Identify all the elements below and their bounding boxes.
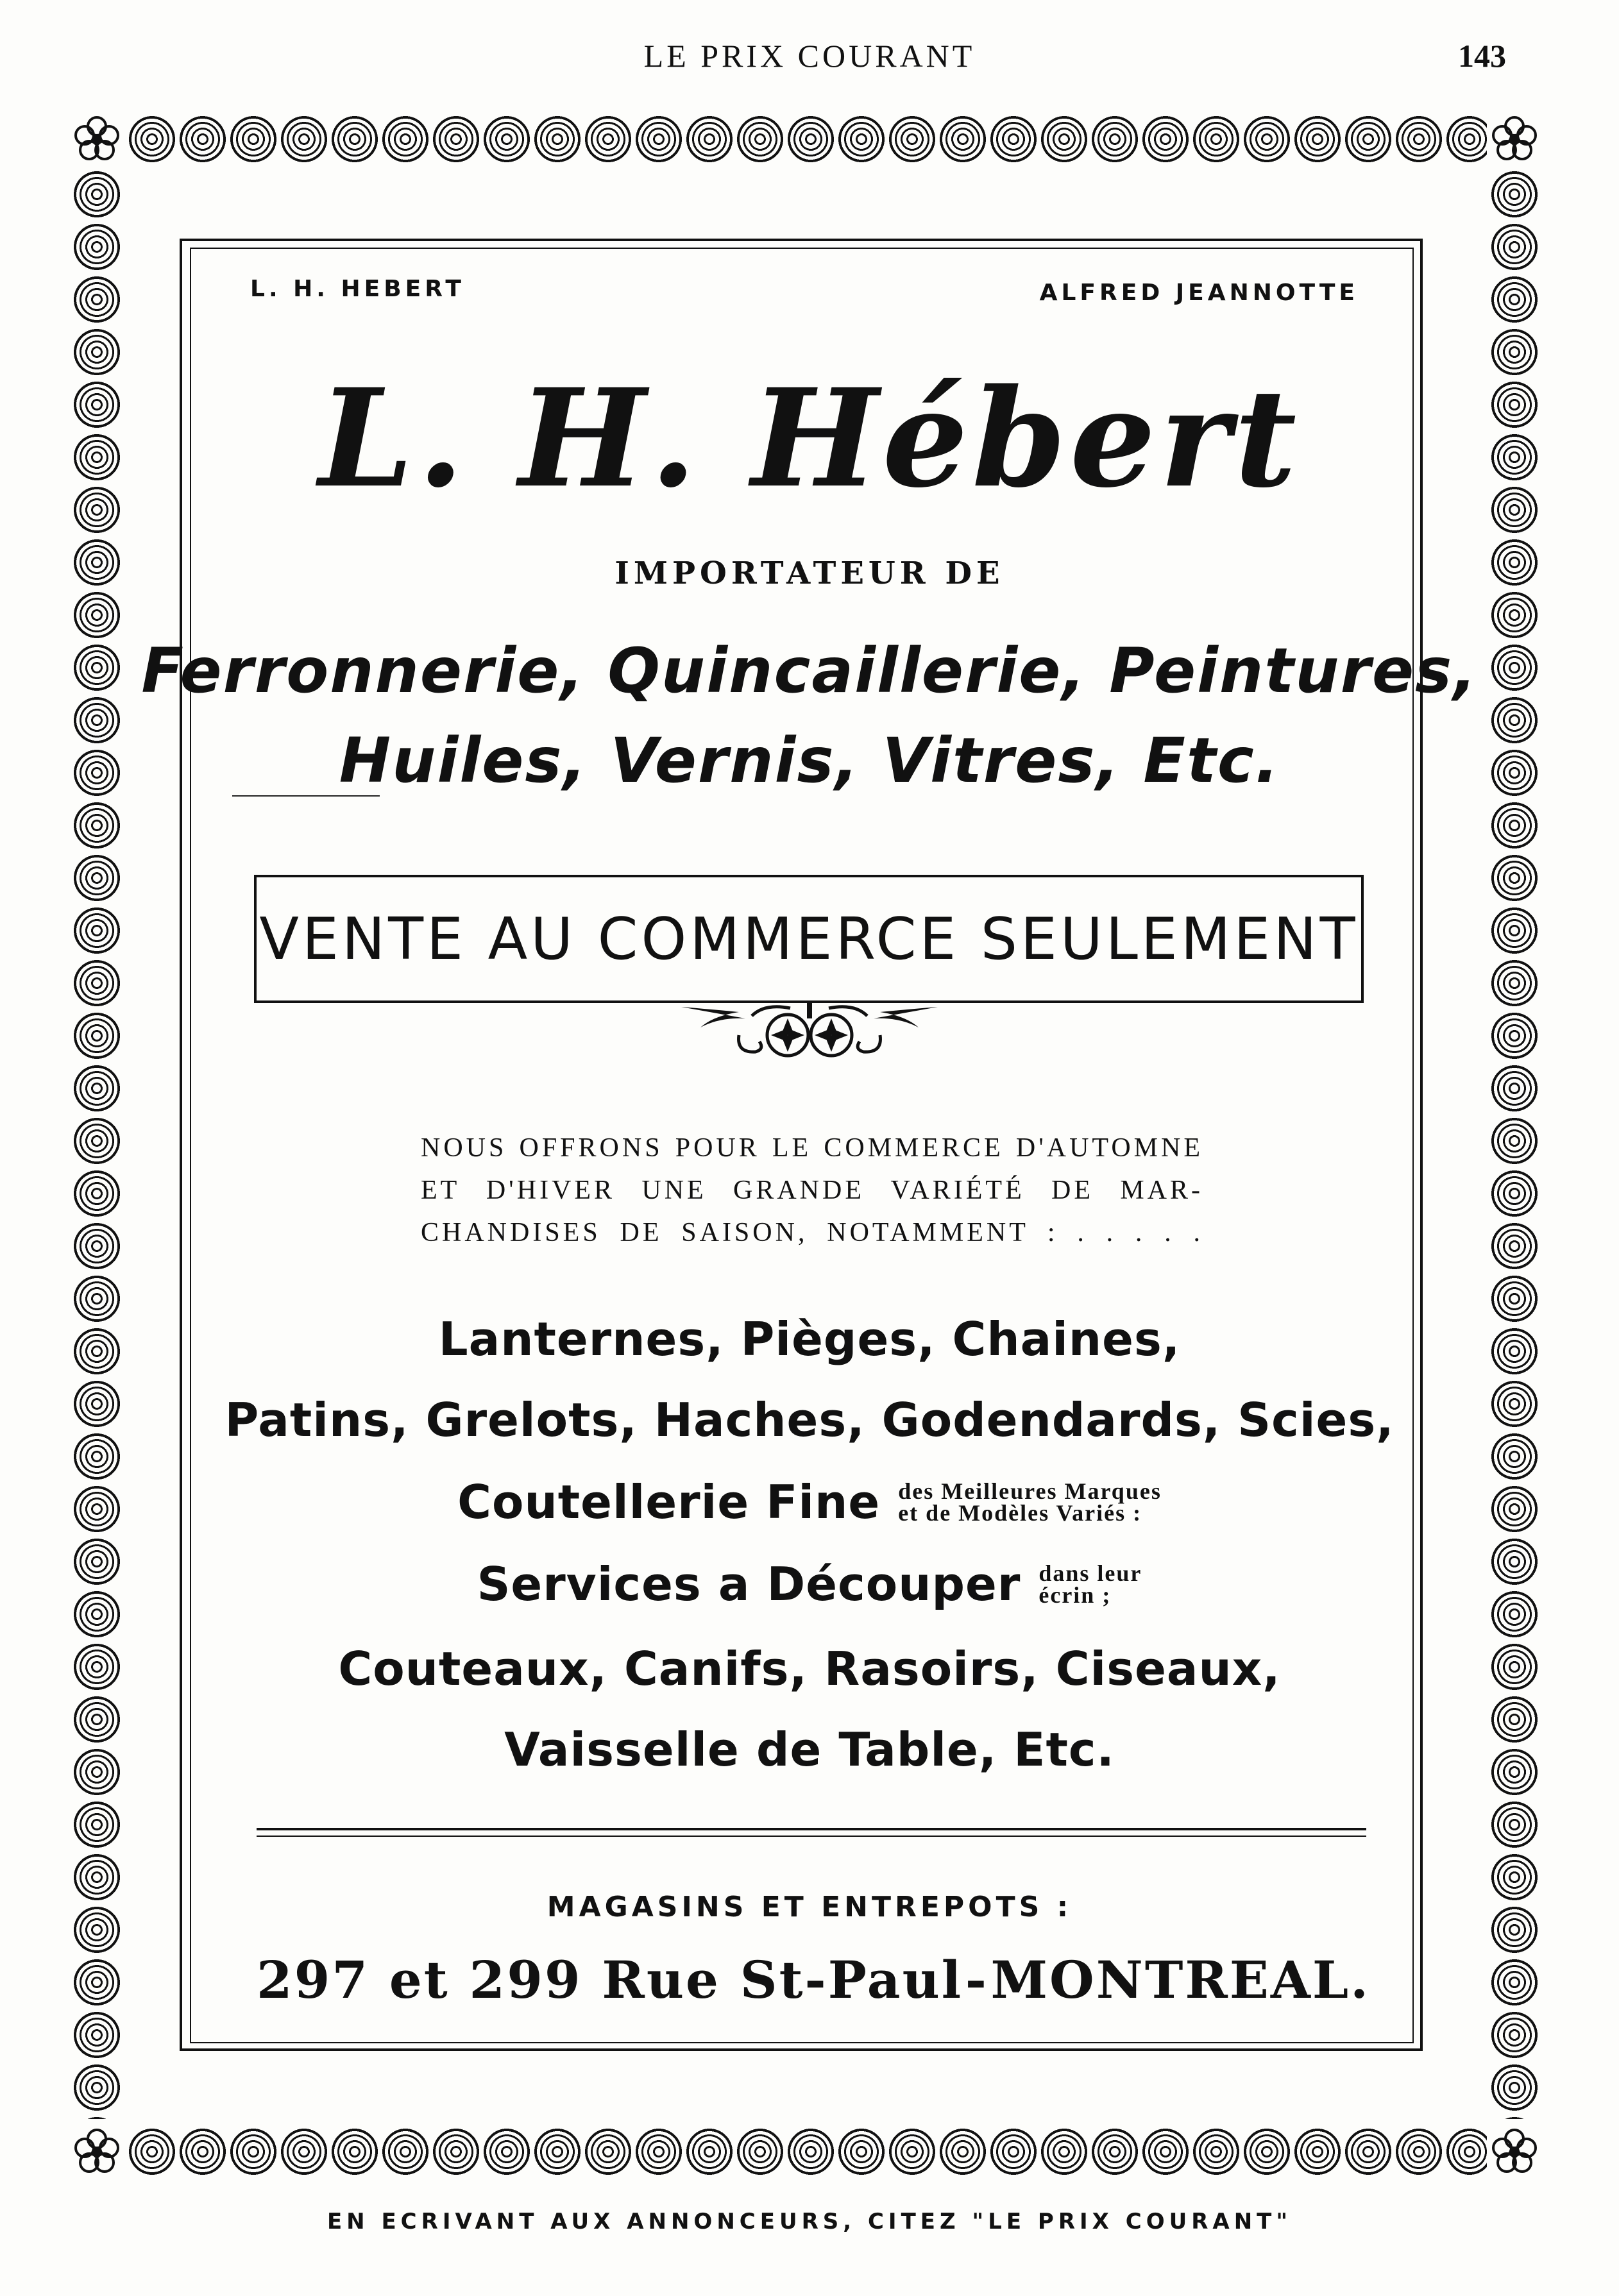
ornamental-border-top [127, 114, 1487, 164]
rosette-icon [69, 112, 124, 167]
divider-rule [257, 1836, 1366, 1837]
product-line: Lanternes, Pièges, Chaines, [438, 1312, 1181, 1366]
product-note [898, 1480, 1162, 1524]
goods-line: Huiles, Vernis, Vitres, Etc. [339, 725, 1280, 797]
address-row [257, 1950, 1370, 2010]
partner-name-right: ALFRED JEANNOTTE [1039, 280, 1359, 306]
running-title: LE PRIX COURANT [643, 38, 976, 74]
wholesale-notice: VENTE AU COMMERCE SEULEMENT [259, 905, 1359, 973]
product-line: Couteaux, Canifs, Rasoirs, Ciseaux, [338, 1642, 1281, 1696]
product-line: Services a Découper [477, 1557, 1021, 1611]
product-note [1038, 1562, 1142, 1606]
ornamental-border-bottom [127, 2127, 1487, 2177]
intro-text-line: NOUS OFFRONS POUR LE COMMERCE D'AUTOMNE [421, 1133, 1203, 1163]
footer-notice: EN ECRIVANT AUX ANNONCEURS, CITEZ "LE PRIX COURANT" [326, 2209, 1293, 2234]
goods-line: Ferronnerie, Quincaillerie, Peintures, [141, 635, 1478, 707]
product-note-line: écrin ; [1038, 1582, 1112, 1608]
product-line: Coutellerie Fine [457, 1475, 881, 1529]
stray-print-mark [232, 795, 380, 797]
intro-text-line: CHANDISES DE SAISON, NOTAMMENT : . . . . . [421, 1218, 1203, 1247]
product-line-with-note [0, 1557, 1619, 1611]
fleuron-ornament-icon [675, 990, 944, 1067]
street-address: 297 et 299 Rue St-Paul [257, 1950, 963, 2010]
city-name: MONTREAL. [990, 1950, 1370, 2010]
rosette-icon [1487, 112, 1542, 167]
divider-rule [257, 1828, 1366, 1830]
product-note-line: et de Modèles Variés : [898, 1500, 1142, 1526]
warehouses-label: MAGASINS ET ENTREPOTS : [547, 1891, 1072, 1923]
partner-name-left: L. H. HEBERT [250, 276, 465, 302]
rosette-icon [69, 2124, 124, 2179]
intro-text-line: ET D'HIVER UNE GRANDE VARIÉTÉ DE MAR- [421, 1176, 1203, 1205]
product-line: Patins, Grelots, Haches, Godendards, Scies, [225, 1393, 1394, 1447]
firm-name: L. H. Hébert [318, 359, 1301, 518]
product-line-with-note [0, 1475, 1619, 1529]
page-number: 143 [1458, 38, 1506, 74]
rosette-icon [1487, 2124, 1542, 2179]
wholesale-notice-box [254, 875, 1364, 1003]
product-note-line: des Meilleures Marques [898, 1478, 1162, 1504]
product-note-line: dans leur [1038, 1560, 1142, 1586]
importer-label: IMPORTATEUR DE [615, 555, 1004, 591]
product-line: Vaisselle de Table, Etc. [504, 1723, 1115, 1777]
address-separator: - [965, 1950, 988, 2010]
